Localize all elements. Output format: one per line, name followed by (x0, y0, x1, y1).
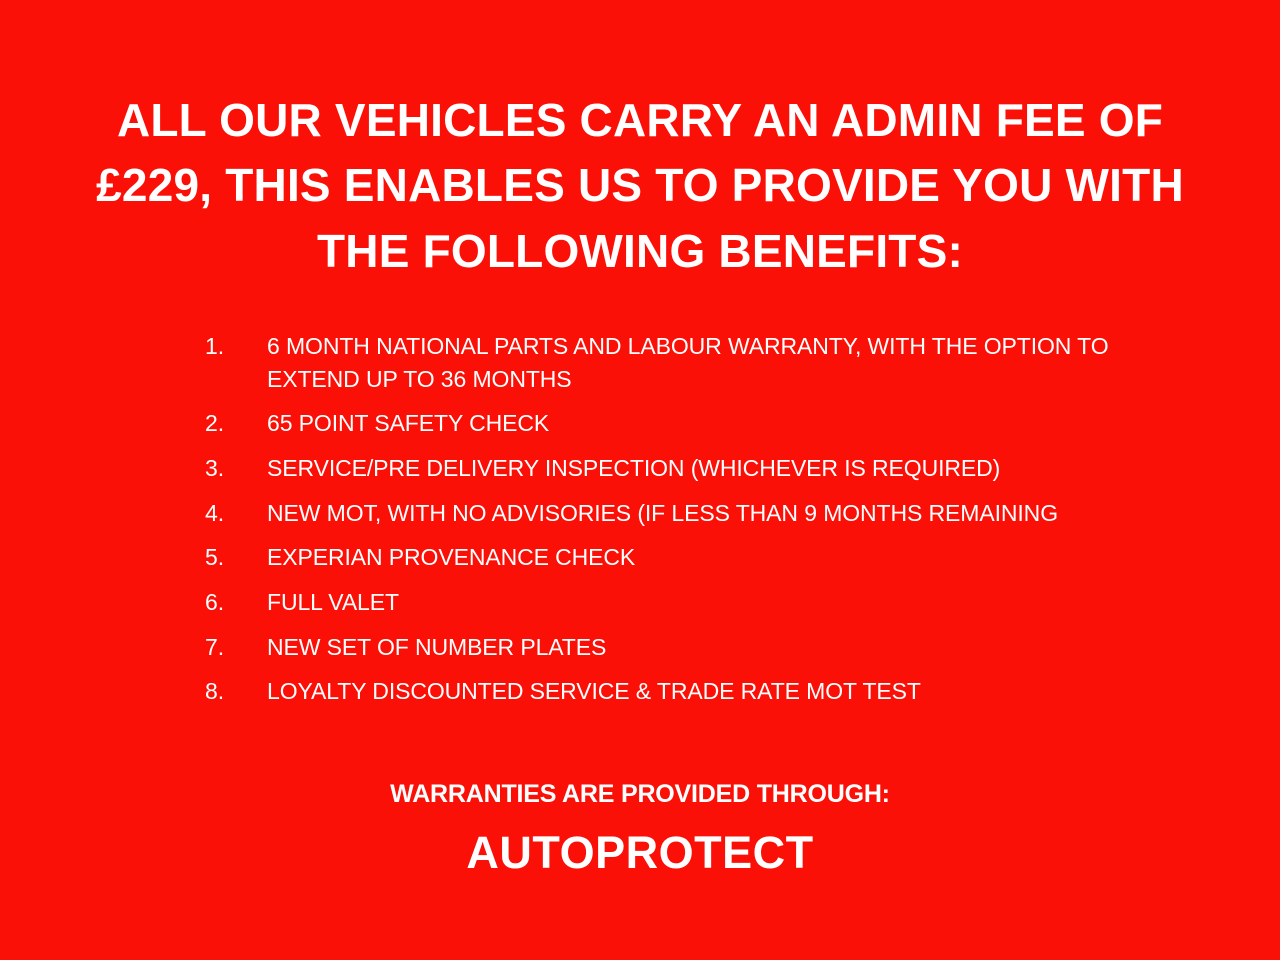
list-item-label: 6 MONTH NATIONAL PARTS AND LABOUR WARRANTY, WITH THE OPTION TO EXTEND UP TO 36 MONTHS (267, 333, 1109, 392)
list-item (205, 586, 1145, 619)
list-item (205, 631, 1145, 664)
footer (90, 780, 1190, 879)
list-item-label: FULL VALET (267, 588, 399, 615)
list-item-label: SERVICE/PRE DELIVERY INSPECTION (WHICHEVER IS REQUIRED) (267, 454, 1001, 481)
list-item (205, 541, 1145, 574)
list-item-number: 6. (205, 588, 225, 615)
list-item-number: 4. (205, 499, 225, 526)
list-item (205, 407, 1145, 440)
warranty-provider-label: WARRANTIES ARE PROVIDED THROUGH: (390, 780, 890, 808)
list-item (205, 675, 1145, 708)
list-item (205, 452, 1145, 485)
list-item-label: NEW SET OF NUMBER PLATES (267, 633, 607, 660)
list-item-label: LOYALTY DISCOUNTED SERVICE & TRADE RATE MOT TEST (267, 678, 921, 705)
list-item-number: 7. (205, 633, 225, 660)
benefits-list (205, 330, 1145, 720)
list-item-number: 8. (205, 678, 225, 705)
list-item-number: 5. (205, 544, 225, 571)
warranty-provider-brand: AUTOPROTECT (466, 827, 814, 878)
list-item-number: 2. (205, 410, 225, 437)
list-item (205, 330, 1145, 395)
list-item-label: EXPERIAN PROVENANCE CHECK (267, 544, 636, 571)
page-title: ALL OUR VEHICLES CARRY AN ADMIN FEE OF £229, THIS ENABLES US TO PROVIDE YOU WITH THE FOLLOWING BENEFITS: (96, 94, 1184, 277)
list-item-label: 65 POINT SAFETY CHECK (267, 410, 550, 437)
list-item-number: 1. (205, 333, 225, 359)
list-item (205, 497, 1145, 530)
list-item-number: 3. (205, 454, 225, 481)
list-item-label: NEW MOT, WITH NO ADVISORIES (IF LESS THAN 9 MONTHS REMAINING (267, 499, 1058, 526)
